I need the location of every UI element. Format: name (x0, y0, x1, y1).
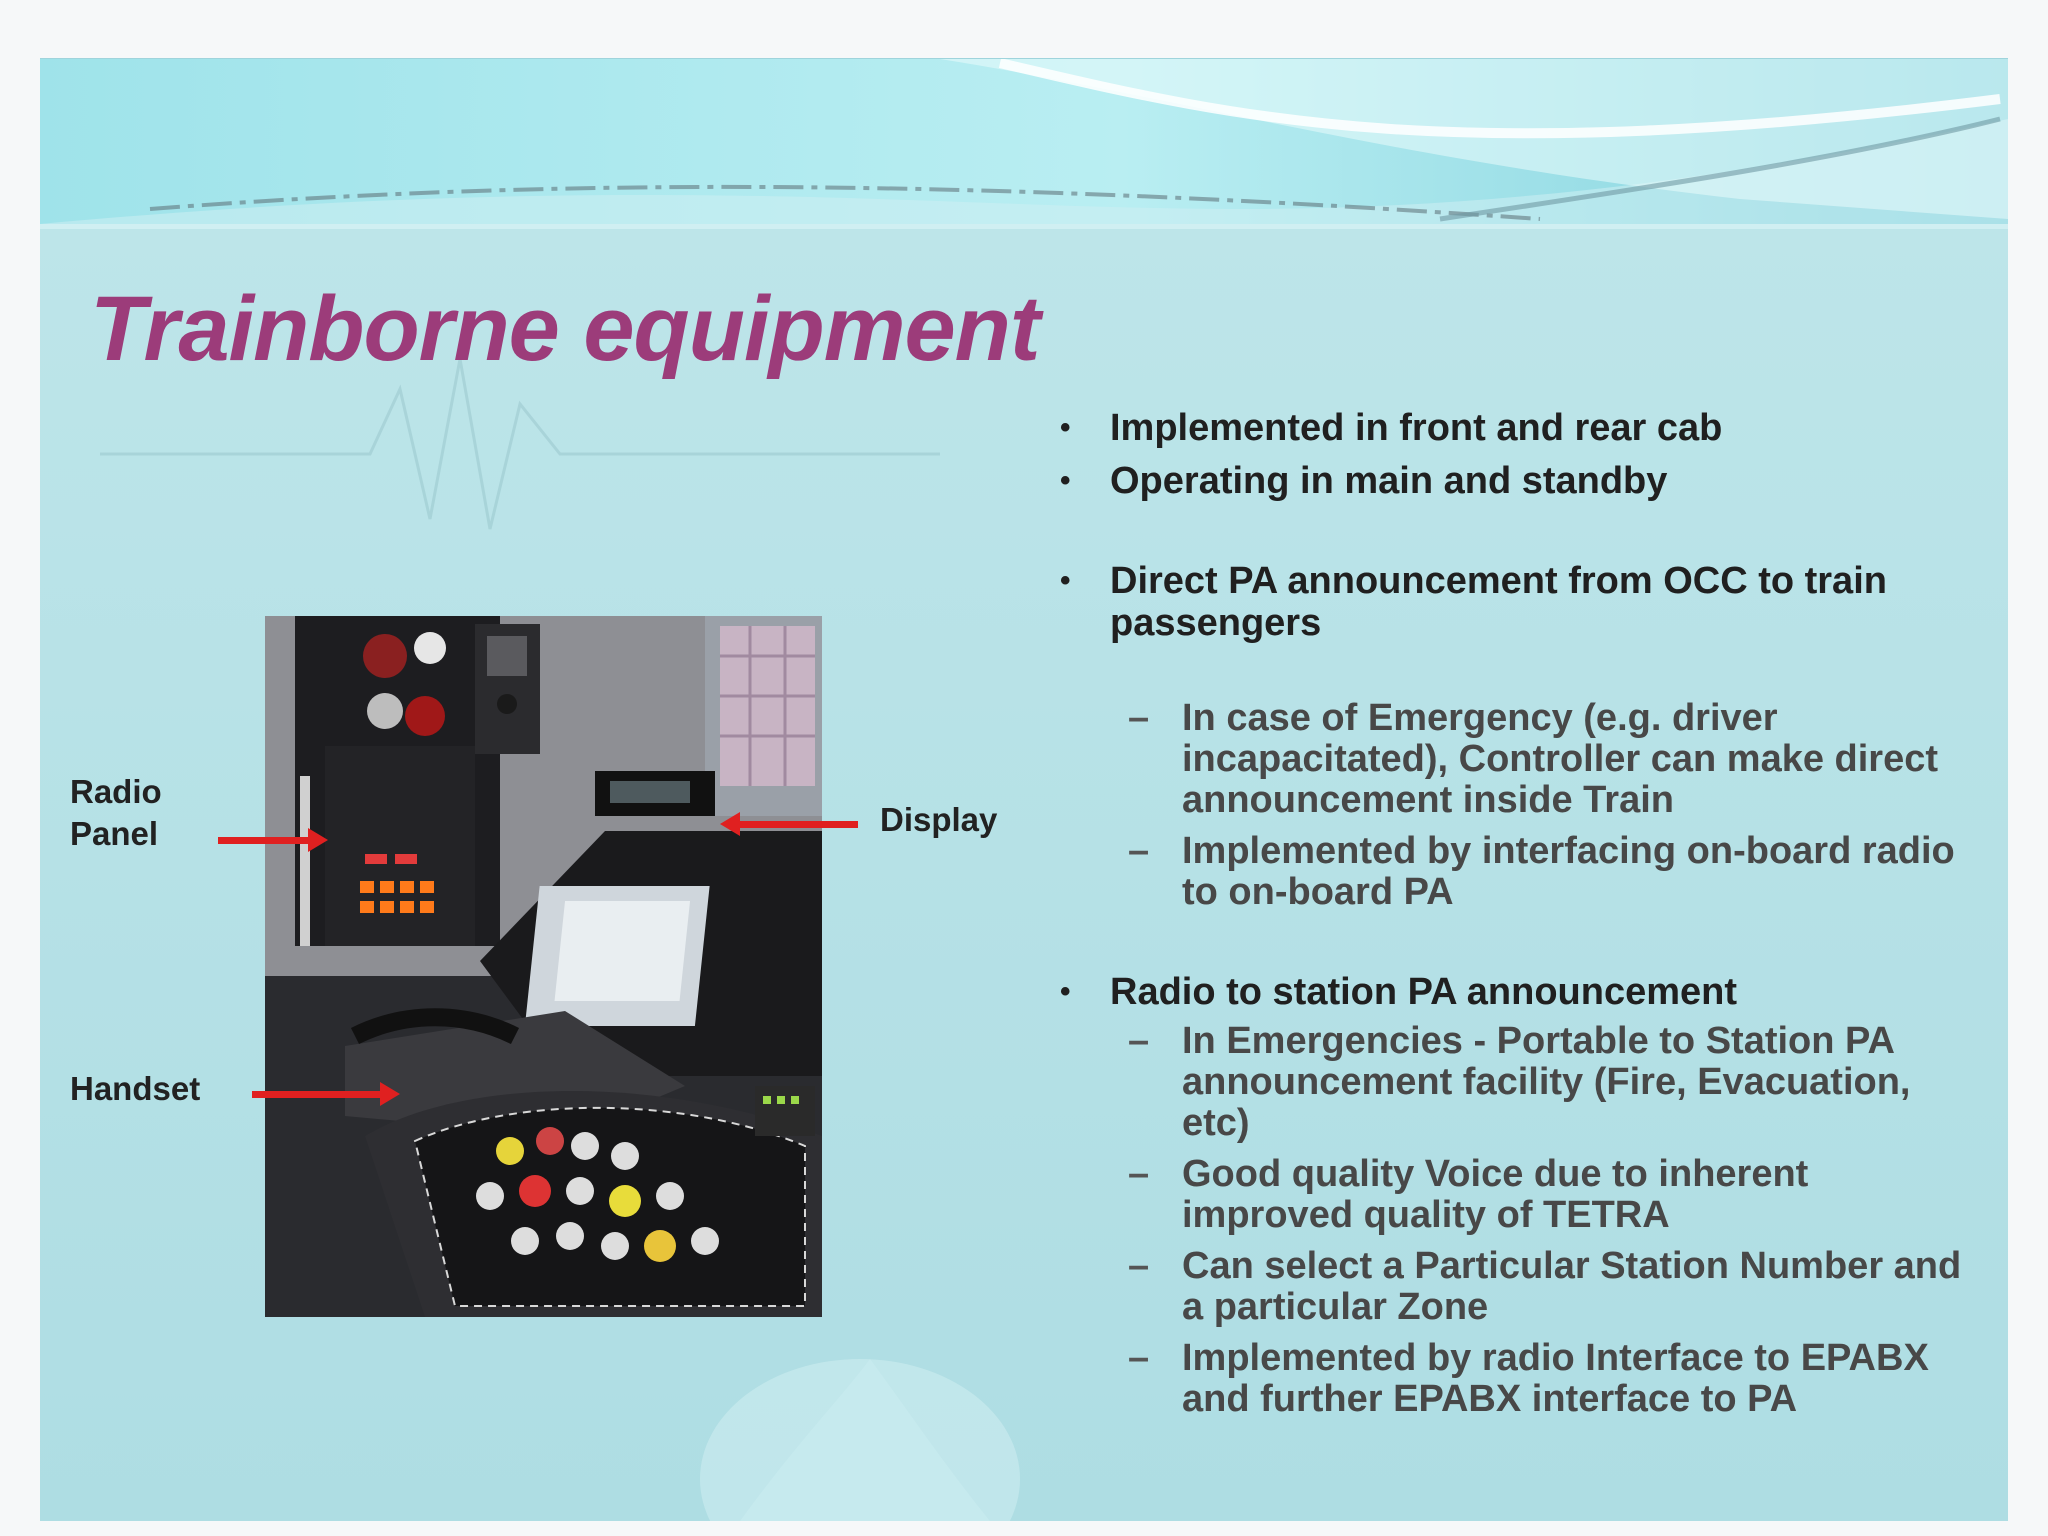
dash-marker: – (1128, 830, 1150, 872)
sub-item-text: In Emergencies - Portable to Station PA announcement facility (Fire, Evacuation, etc) (1182, 1020, 1911, 1144)
sub-item-text: Can select a Particular Station Number and a particular Zone (1182, 1245, 1962, 1328)
dash-marker: – (1128, 697, 1150, 739)
dash-marker: – (1128, 1245, 1150, 1287)
sub-item-text: In case of Emergency (e.g. driver incapacitated), Controller can make direct announcement inside Train (1182, 697, 1939, 821)
sub-item-text: Good quality Voice due to inherent improved quality of TETRA (1182, 1153, 1809, 1236)
dash-marker: – (1128, 1153, 1150, 1195)
cab-console-photo (265, 616, 822, 1317)
display-label: Display (880, 801, 998, 838)
handset-arrow (252, 1091, 382, 1098)
display-arrow (738, 821, 858, 828)
radio-panel-label (70, 771, 162, 855)
bullet-list (1060, 407, 1980, 1420)
bullet-item: • Radio to station PA announcement (1060, 971, 1980, 1013)
radio-panel-label-line2: Panel (70, 815, 159, 852)
dash-marker: – (1128, 1020, 1150, 1062)
bullet-item: • Implemented in front and rear cab (1060, 407, 1980, 449)
sub-item (1060, 1246, 1980, 1328)
sub-item (1060, 1154, 1980, 1236)
handset-label: Handset (70, 1070, 201, 1107)
sub-item-text: Implemented by radio Interface to EPABX and further EPABX interface to PA (1182, 1337, 1929, 1420)
sub-item (1060, 1021, 1980, 1144)
cab-console-illustration (265, 616, 822, 1317)
sub-item-text: Implemented by interfacing on-board radio to on-board PA (1182, 830, 1955, 913)
bullet-item: • Direct PA announcement from OCC to train passengers (1060, 560, 1980, 644)
radio-panel-arrow (218, 837, 310, 844)
sub-item (1060, 698, 1980, 821)
radio-panel-label-line1: Radio (70, 773, 162, 810)
slide (40, 58, 2008, 1521)
sub-list (1060, 698, 1980, 913)
dash-marker: – (1128, 1337, 1150, 1379)
sub-item (1060, 1338, 1980, 1420)
sub-list (1060, 1021, 1980, 1420)
bullet-item: • Operating in main and standby (1060, 460, 1980, 502)
slide-title: Trainborne equipment (90, 278, 1040, 380)
sub-item (1060, 831, 1980, 913)
